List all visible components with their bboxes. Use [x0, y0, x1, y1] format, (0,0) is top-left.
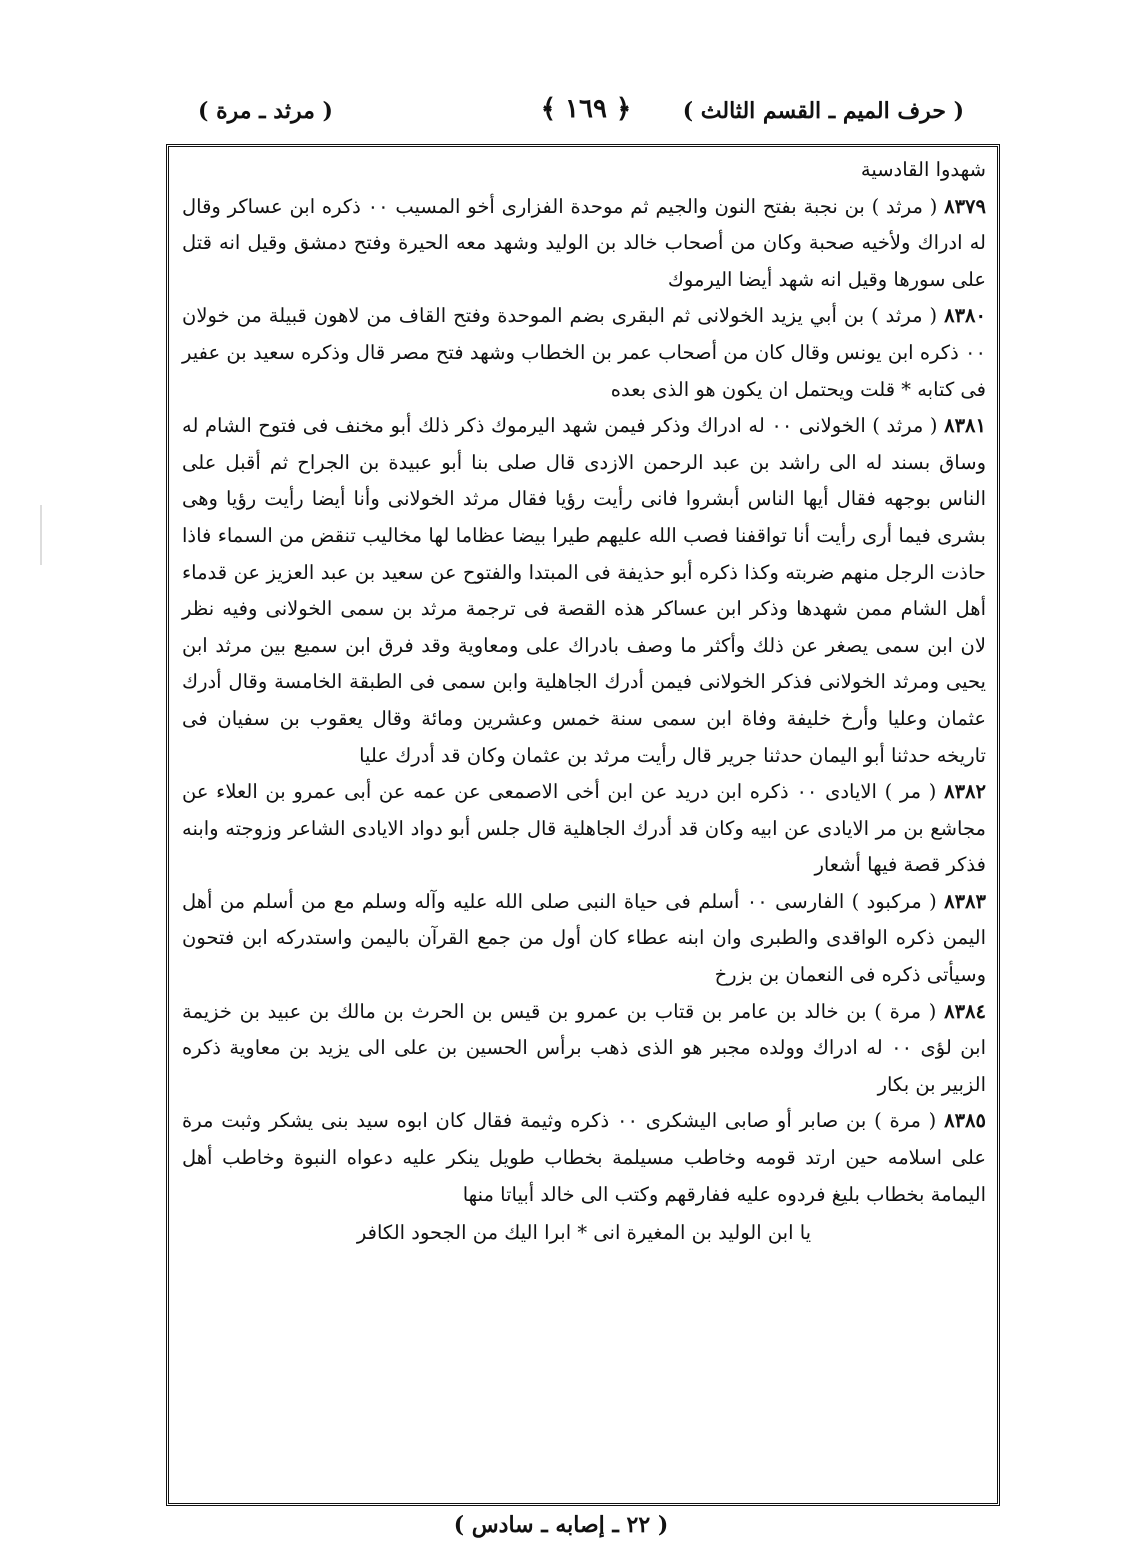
entry-8379: [182, 189, 986, 299]
entry-number: ٨٣٨٣: [944, 889, 987, 913]
entry-text: ( مرة ) بن خالد بن عامر بن قتاب بن عمرو بن قيس بن الحرث بن مالك بن عبيد بن خزيمة ابن لؤى ٠٠ له ادراك وولده مجبر هو الذى ذهب برأس الحسين بن على الى يزيد بن معاوية ذكره الزبير بن بكار: [182, 999, 986, 1096]
entry-8382: [182, 774, 986, 884]
entry-text: ( مركبود ) الفارسى ٠٠ أسلم فى حياة النبى صلى الله عليه وآله وسلم مع من أسلم من أهل اليمن ذكره الواقدى والطبرى وان ابنه عطاء كان أول من جمع القرآن باليمن واستدركه ابن فتحون وسيأتى ذكره فى النعمان بن بزرخ: [182, 889, 986, 987]
poem-verse: يا ابن الوليد بن المغيرة انى * ابرا اليك من الجحود الكافر: [356, 1221, 812, 1245]
entry-number: ٨٣٨٤: [944, 999, 986, 1023]
entry-number: ٨٣٨٥: [944, 1109, 986, 1133]
entry-8384: [182, 994, 986, 1104]
intro-line: شهدوا القادسية: [860, 158, 986, 181]
running-header: [168, 94, 1004, 134]
entry-number: ٨٣٨١: [944, 414, 986, 438]
entry-text: ( مر ) الايادى ٠٠ ذكره ابن دريد عن ابن أخى الاصمعى عن عمه عن أبى عمرو بن العلاء عن مجاشع بن مر الايادى عن ابيه وكان قد أدرك الجاهلية قال جلس أبو دواد الايادى الشاعر وزوجته وابنه فذكر قصة فيها أشعار: [182, 780, 986, 877]
entry-number: ٨٣٨٠: [944, 304, 986, 328]
header-section-title: ( حرف الميم ـ القسم الثالث ): [682, 98, 964, 124]
entry-8380: [182, 298, 986, 408]
entry-text: ( مرثد ) بن نجبة بفتح النون والجيم ثم موحدة الفزارى أخو المسيب ٠٠ ذكره ابن عساكر وقال له ادراك ولأخيه صحبة وكان من أصحاب خالد بن الوليد وشهد معه الحيرة وفتح دمشق وقيل انه قتل على سورها وقيل انه شهد أيضا اليرموك: [182, 194, 986, 291]
entry-8383: [182, 884, 986, 994]
signature-footer: ( ٢٢ ـ إصابه ـ سادس ): [453, 1512, 669, 1538]
entry-number: ٨٣٨٢: [944, 780, 986, 804]
entry-text: ( مرثد ) بن أبي يزيد الخولانى ثم البقرى بضم الموحدة وفتح القاف من لاهون قبيلة من خولان ٠٠ ذكره ابن يونس وقال كان من أصحاب عمر بن الخطاب وشهد فتح مصر قال وذكره سعيد بن عفير فى كتابه * قلت ويحتمل ان يكون هو الذى بعده: [182, 304, 986, 401]
page-number: ﴿ ١٦٩ ﴾: [540, 94, 632, 124]
entry-text: ( مرة ) بن صابر أو صابى اليشكرى ٠٠ ذكره وثيمة فقال كان ابوه سيد بنى يشكر وثبت مرة على اسلامه حين ارتد قومه وخاطب مسيلمة بخطاب طويل ينكر عليه دعواه النبوة وخاطب أهل اليمامة بخطاب بليغ فردوه عليه ففارقهم وكتب الى خالد أبياتا منها: [182, 1109, 986, 1206]
entry-number: ٨٣٧٩: [944, 194, 987, 218]
margin-mark: [40, 505, 42, 565]
entry-text: ( مرثد ) الخولانى ٠٠ له ادراك وذكر فيمن شهد اليرموك ذكر ذلك أبو مخنف فى فتوح الشام له وساق بسند له الى راشد بن عبد الرحمن الازدى قال صلى بنا أبو عبيدة بن الجراح ثم أقبل على الناس بوجهه فقال أيها الناس أبشروا فانى رأيت رؤيا فقال مرثد الخولانى وأنا أيضا رأيت رؤيا وهى بشرى فيما أرى رأيت أنا تواقفنا فصب الله عليهم طيرا بيضا عظاما لها مخاليب تنقض من السماء فاذا حاذت الرجل منهم ضربته وكذا ذكره أبو حذيفة فى المبتدا والفتوح عن سعيد بن عبد العزيز عن قدماء أهل الشام ممن شهدها وذكر ابن عساكر هذه القصة فى ترجمة مرثد بن سمى الخولانى وفيه نظر لان ابن سمى يصغر عن ذلك وأكثر ما وصف بادراك على ومعاوية وقد فرق ابن سميع بين مرثد ابن يحيى ومرثد الخولانى فذكر الخولانى فيمن أدرك الجاهلية وابن سمى فى الطبقة الخامسة وقال أدرك عثمان وعليا وأرخ خليفة وفاة ابن سمى سنة خمس وعشرين ومائة وقال يعقوب بن سفيان فى تاريخه حدثنا أبو اليمان حدثنا جرير قال رأيت مرثد بن عثمان وكان قد أدرك عليا: [182, 414, 986, 767]
main-text: [182, 152, 986, 1252]
entry-8381: [182, 408, 986, 774]
entry-8385: [182, 1103, 986, 1213]
header-entry-range: ( مرثد ـ مرة ): [198, 98, 333, 124]
